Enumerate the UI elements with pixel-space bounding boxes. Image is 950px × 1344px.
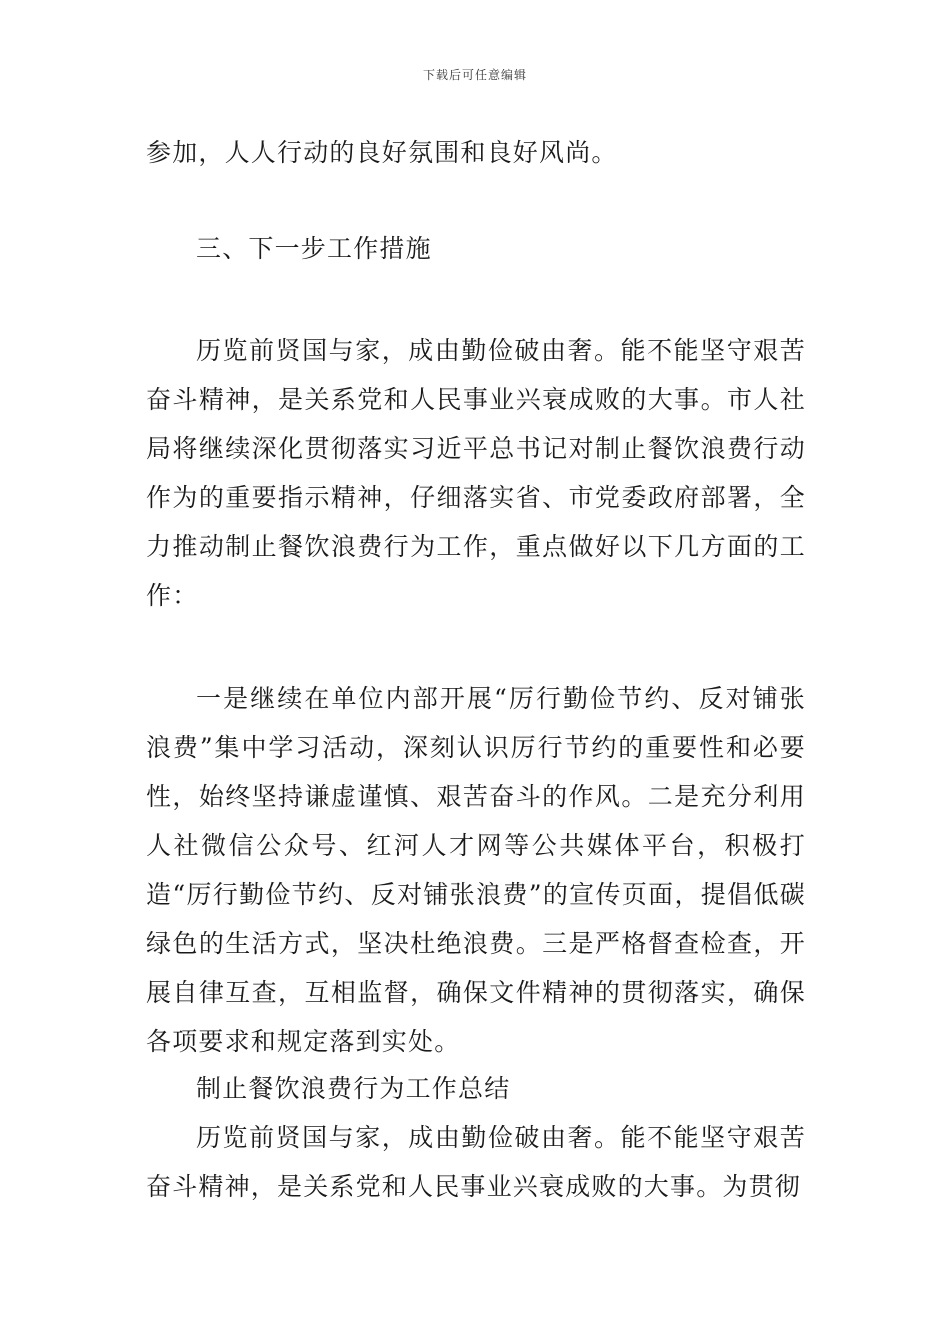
paragraph-summary-start: 历览前贤国与家，成由勤俭破由奢。能不能坚守艰苦奋斗精神，是关系党和人民事业兴衰成败的大事。为贯彻 bbox=[146, 1123, 806, 1201]
text-block-2 bbox=[146, 224, 806, 273]
paragraph-measures: 历览前贤国与家，成由勤俭破由奢。能不能坚守艰苦奋斗精神，是关系党和人民事业兴衰成败的大事。市人社局将继续深化贯彻落实习近平总书记对制止餐饮浪费行动作为的重要指示精神，仔细落实省、市党委政府部署，全力推动制止餐饮浪费行为工作，重点做好以下几方面的工作： bbox=[146, 336, 806, 610]
text-block-3 bbox=[146, 326, 806, 620]
document-subtitle: 制止餐饮浪费行为工作总结 bbox=[196, 1074, 511, 1103]
text-block-4 bbox=[146, 674, 806, 1211]
paragraph-continuation: 参加，人人行动的良好氛围和良好风尚。 bbox=[146, 138, 618, 167]
header-note: 下载后可任意编辑 bbox=[422, 68, 527, 82]
text-block-1 bbox=[146, 128, 806, 177]
section-heading: 三、下一步工作措施 bbox=[196, 234, 432, 263]
paragraph-actions: 一是继续在单位内部开展“厉行勤俭节约、反对铺张浪费”集中学习活动，深刻认识厉行节约的重要性和必要性，始终坚持谦虚谨慎、艰苦奋斗的作风。二是充分利用人社微信公众号、红河人才网等公共媒体平台，积极打造“厉行勤俭节约、反对铺张浪费”的宣传页面，提倡低碳绿色的生活方式，坚决杜绝浪费。三是严格督查检查，开展自律互查，互相监督，确保文件精神的贯彻落实，确保各项要求和规定落到实处。 bbox=[146, 684, 806, 1056]
